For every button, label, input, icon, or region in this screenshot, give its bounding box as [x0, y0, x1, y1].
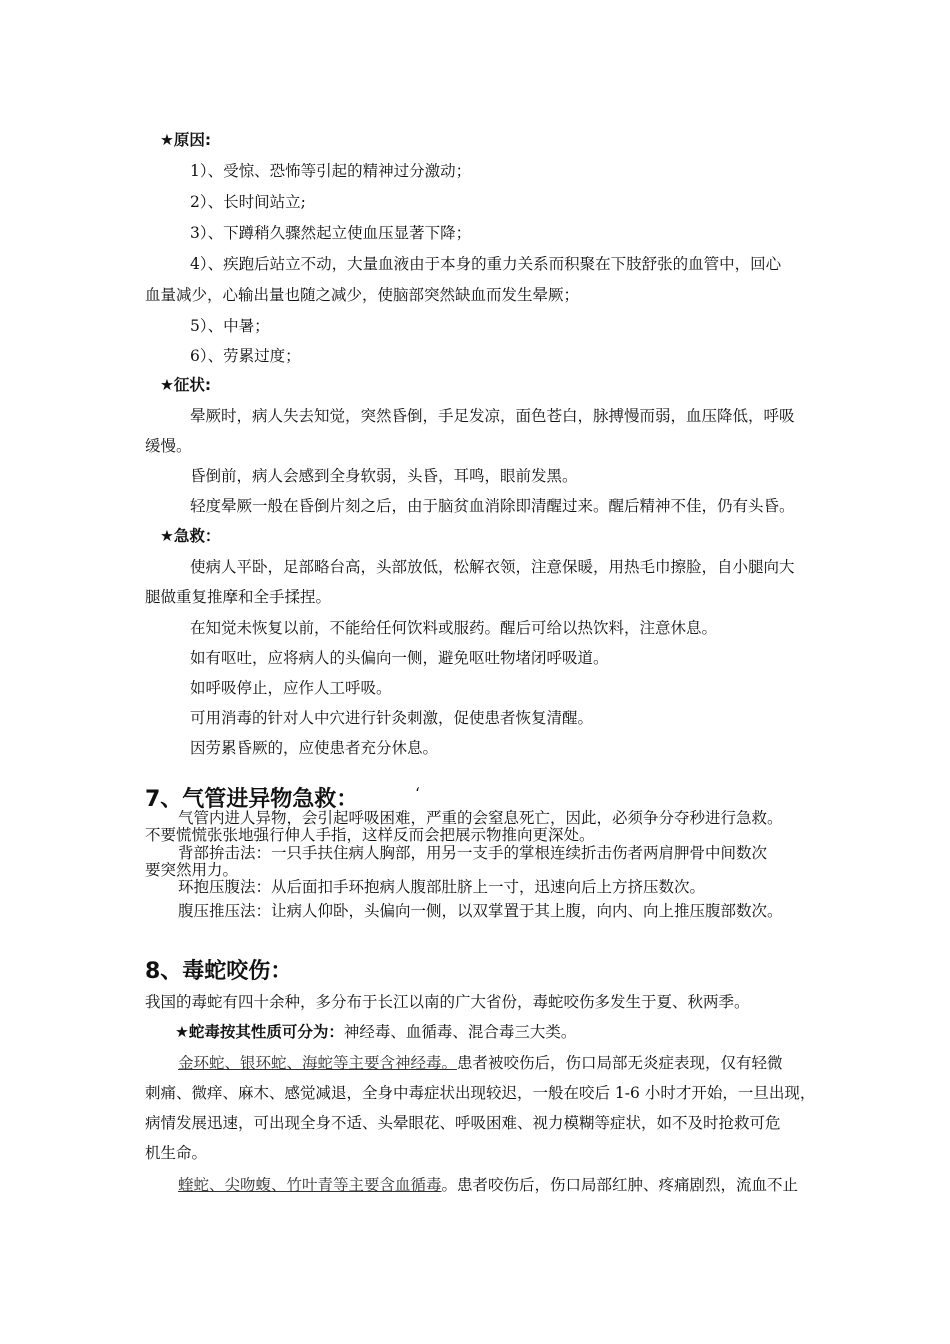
snake-neuro-line-1 [178, 1053, 783, 1073]
cause-item-1: 1）、受惊、恐怖等引起的精神过分激动； [190, 162, 472, 180]
blood-snake-link: 蝰蛇、尖吻蝮、竹叶青等主要含血循毒 [178, 1176, 442, 1194]
symptom-line-1: 晕厥时，病人失去知觉，突然昏倒，手足发凉，面色苍白，脉搏慢而弱，血压降低，呼吸 [190, 407, 795, 425]
cause-item-2: 2）、长时间站立; [190, 193, 306, 211]
snake-neuro-line-2: 刺痛、微痒、麻木、感觉减退，全身中毒症状出现较迟，一般在咬后 1-6 小时才开始，一旦出现， [145, 1084, 816, 1102]
symptom-line-2: 缓慢。 [145, 437, 192, 455]
firstaid-line-6: 可用消毒的针对人中穴进行针灸刺激，促使患者恢复清醒。 [190, 709, 594, 727]
snake-classify-text: 神经毒、血循毒、混合毒三大类。 [343, 1023, 577, 1041]
symptom-heading: ★征状: [160, 376, 212, 394]
cause-item-4: 4）、疾跑后站立不动，大量血液由于本身的重力关系而积聚在下肢舒张的血管中，回心 [190, 255, 782, 273]
snake-classify-label: ★蛇毒按其性质可分为： [175, 1023, 344, 1041]
firstaid-line-7: 因劳累昏厥的，应使患者充分休息。 [190, 739, 439, 757]
symptom-line-3: 昏倒前，病人会感到全身软弱，头昏，耳鸣，眼前发黑。 [190, 467, 578, 485]
trachea-line-2: 不要慌慌张张地强行伸人手指，这样反而会把展示物推向更深处。 [145, 826, 595, 844]
symptom-line-4: 轻度晕厥一般在昏倒片刻之后，由于脑贫血消除即清醒过来。醒后精神不佳，仍有头昏。 [190, 497, 795, 515]
neuro-snake-link: 金环蛇、银环蛇、海蛇等主要含神经毒。 [178, 1054, 458, 1072]
firstaid-line-5: 如呼吸停止，应作人工呼吸。 [190, 679, 392, 697]
firstaid-line-4: 如有呕吐，应将病人的头偏向一侧，避免呕吐物堵闭呼吸道。 [190, 649, 609, 667]
trachea-title: 7、气管进异物急救： [145, 787, 359, 812]
neuro-desc-1: 患者被咬伤后，伤口局部无炎症表现，仅有轻微 [457, 1054, 783, 1072]
firstaid-line-1: 使病人平卧，足部略台高，头部放低，松解衣领，注意保暖，用热毛巾擦脸，自小腿向大 [190, 558, 795, 576]
snake-classify [175, 1022, 576, 1042]
snake-neuro-line-4: 机生命。 [145, 1144, 208, 1162]
trachea-line-5: 环抱压腹法：从后面扣手环抱病人腹部肚脐上一寸，迅速向后上方挤压数次。 [178, 878, 706, 896]
trachea-line-1: 气管内进人异物，会引起呼吸困难，严重的会窒息死亡，因此，必须争分夺秒进行急救。 [178, 809, 783, 827]
trachea-line-4: 要突然用力。 [145, 861, 239, 879]
snake-neuro-line-3: 病情发展迅速，可出现全身不适、头晕眼花、呼吸困难、视力模糊等症状，如不及时抢救可危 [145, 1114, 781, 1132]
firstaid-heading: ★急救： [160, 527, 221, 545]
cause-item-5: 5）、中暑； [190, 317, 270, 335]
firstaid-line-3: 在知觉未恢复以前，不能给任何饮料或服药。醒后可给以热饮料，注意休息。 [190, 619, 718, 637]
blood-desc-1: 。患者咬伤后，伤口局部红肿、疼痛剧烈，流血不止 [441, 1176, 799, 1194]
firstaid-line-2: 腿做重复推摩和全手揉捏。 [145, 588, 332, 606]
snake-intro: 我国的毒蛇有四十余种，多分布于长江以南的广大省份，毒蛇咬伤多发生于夏、秋两季。 [145, 993, 750, 1011]
stray-mark: ‘ [415, 785, 420, 803]
cause-item-3: 3）、下蹲稍久骤然起立使血压显著下降； [190, 224, 472, 242]
cause-item-6: 6）、劳累过度； [190, 347, 301, 365]
trachea-line-3: 背部拚击法：一只手扶住病人胸部，用另一支手的掌根连续折击伤者两肩胛骨中间数次 [178, 844, 768, 862]
cause-heading: ★原因: [160, 131, 212, 149]
snake-blood-line-1 [178, 1175, 798, 1195]
trachea-line-6: 腹压推压法：让病人仰卧，头偏向一侧，以双掌置于其上腹，向内、向上推压腹部数次。 [178, 902, 783, 920]
snake-title: 8、毒蛇咬伤： [145, 959, 293, 984]
cause-item-4-cont: 血量减少，心输出量也随之减少，使脑部突然缺血而发生晕厥； [145, 286, 580, 304]
